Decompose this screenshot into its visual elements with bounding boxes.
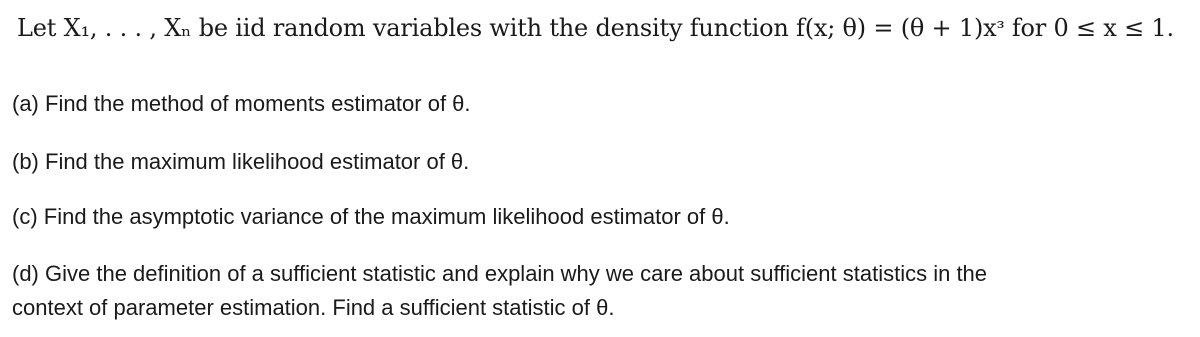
question-d-line-2: context of parameter estimation. Find a sufficient statistic of θ. (12, 295, 615, 320)
question-a: (a) Find the method of moments estimator of θ. (12, 91, 471, 116)
question-d-line-1: (d) Give the definition of a sufficient statistic and explain why we care about sufficient statistics in the (12, 261, 988, 286)
question-d (12, 257, 1192, 325)
question-c: (c) Find the asymptotic variance of the maximum likelihood estimator of θ. (12, 204, 730, 229)
question-b: (b) Find the maximum likelihood estimator of θ. (12, 149, 470, 174)
problem-statement: Let X₁, . . . , Xₙ be iid random variables with the density function f(x; θ) = (θ + 1)xᵌ for 0 ≤ x ≤ 1. (17, 14, 1174, 42)
